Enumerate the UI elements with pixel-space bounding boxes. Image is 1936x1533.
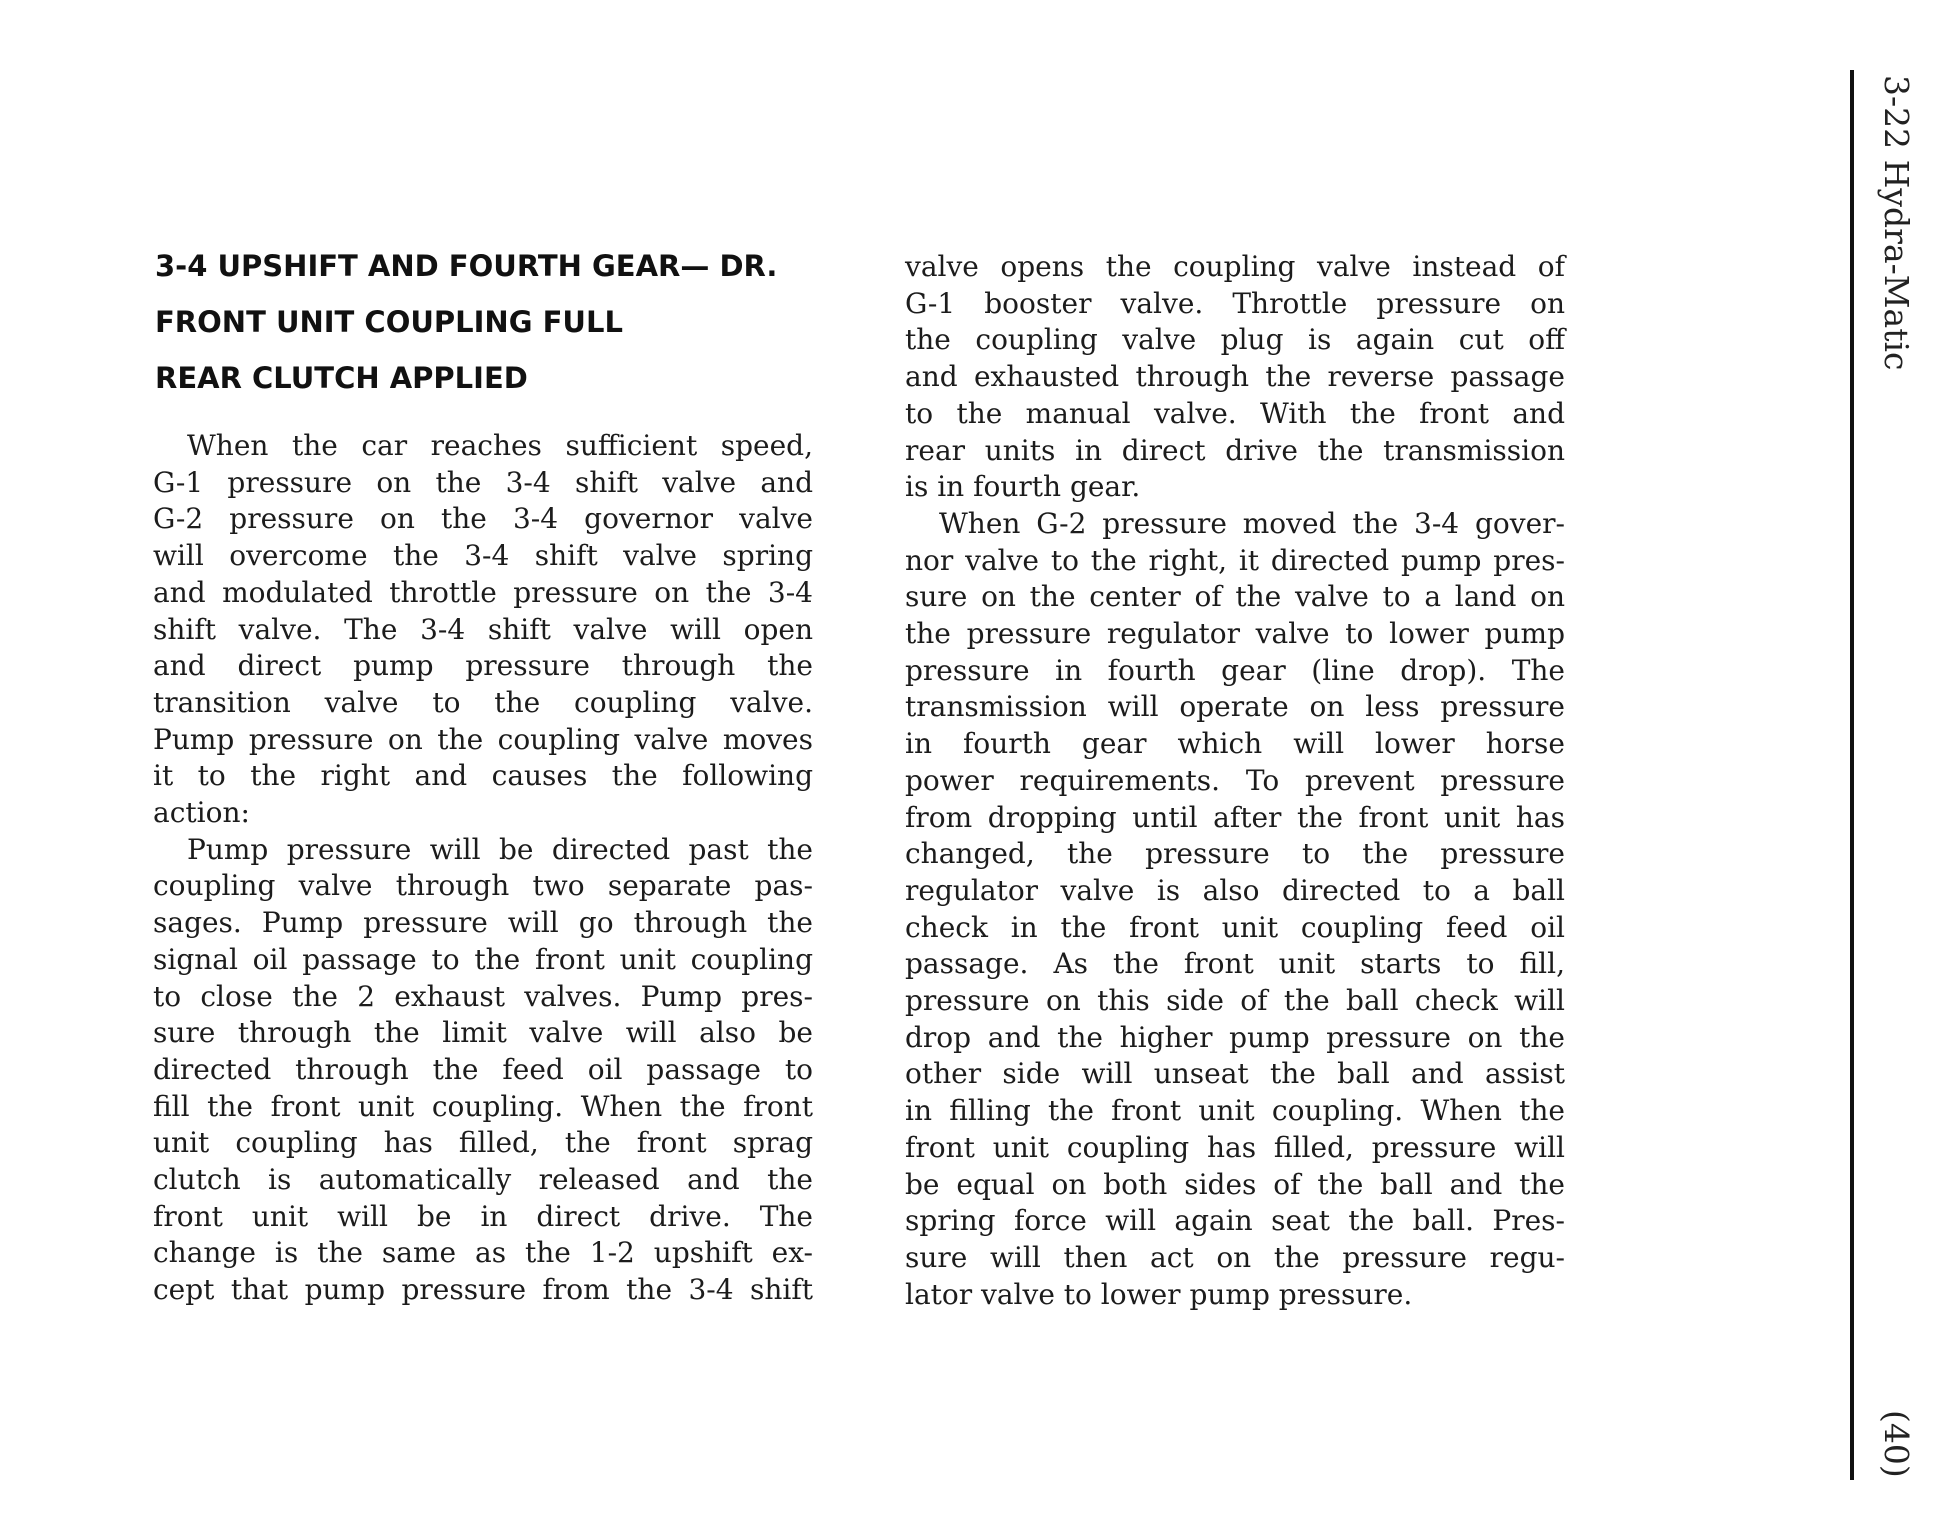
heading-line: 3-4 UPSHIFT AND FOURTH GEAR— DR. — [155, 249, 778, 283]
text-line: When G-2 pressure moved the 3-4 gover- — [939, 506, 1565, 540]
text-line: and exhausted through the reverse passage — [905, 360, 1565, 394]
text-line: unit coupling has filled, the front sprag — [153, 1126, 813, 1160]
text-line: fill the front unit coupling. When the front — [153, 1089, 813, 1123]
text-line: transition valve to the coupling valve. — [153, 685, 813, 719]
text-line: shift valve. The 3-4 shift valve will open — [153, 612, 813, 646]
text-line: be equal on both sides of the ball and the — [905, 1167, 1565, 1201]
text-line: sure through the limit valve will also be — [153, 1016, 813, 1050]
right-column — [905, 249, 1565, 1313]
text-line: pressure on this side of the ball check will — [905, 984, 1565, 1018]
text-line: sure on the center of the valve to a land on — [905, 580, 1565, 614]
text-line: to close the 2 exhaust valves. Pump pres- — [153, 979, 813, 1013]
text-line: Pump pressure on the coupling valve moves — [153, 722, 813, 756]
text-line: rear units in direct drive the transmission — [905, 433, 1565, 467]
text-line: it to the right and causes the following — [153, 759, 813, 793]
text-line: and modulated throttle pressure on the 3-4 — [153, 575, 813, 609]
paragraph — [905, 506, 1565, 1313]
text-line: Pump pressure will be directed past the — [187, 832, 813, 866]
text-line: cept that pump pressure from the 3-4 shift — [153, 1273, 813, 1307]
page-number: (40) — [1877, 1410, 1916, 1478]
paragraph — [905, 249, 1565, 506]
text-line: and direct pump pressure through the — [153, 649, 813, 683]
text-line: the pressure regulator valve to lower pump — [905, 617, 1565, 651]
margin-rule — [1850, 70, 1854, 1480]
text-line: G-1 pressure on the 3-4 shift valve and — [153, 465, 813, 499]
text-line: action: — [153, 796, 250, 830]
text-line: changed, the pressure to the pressure — [905, 837, 1565, 871]
text-line: change is the same as the 1-2 upshift ex- — [153, 1236, 813, 1270]
heading-line: REAR CLUTCH APPLIED — [155, 361, 528, 395]
section-heading — [155, 238, 815, 406]
text-line: sages. Pump pressure will go through the — [153, 906, 813, 940]
text-line: in fourth gear which will lower horse — [905, 727, 1565, 761]
text-line: in filling the front unit coupling. When the — [905, 1094, 1565, 1128]
left-column — [153, 428, 813, 1309]
text-line: passage. As the front unit starts to fill, — [905, 947, 1565, 981]
text-line: to the manual valve. With the front and — [905, 396, 1565, 430]
text-line: clutch is automatically released and the — [153, 1163, 813, 1197]
text-line: is in fourth gear. — [905, 470, 1141, 504]
text-line: regulator valve is also directed to a ball — [905, 873, 1565, 907]
paragraph — [153, 428, 813, 832]
text-line: G-1 booster valve. Throttle pressure on — [905, 286, 1565, 320]
text-line: valve opens the coupling valve instead of — [905, 250, 1565, 283]
text-line: other side will unseat the ball and assist — [905, 1057, 1565, 1091]
text-line: front unit will be in direct drive. The — [153, 1199, 813, 1233]
text-line: signal oil passage to the front unit coupling — [153, 942, 813, 976]
text-line: transmission will operate on less pressure — [905, 690, 1565, 724]
text-line: from dropping until after the front unit has — [905, 800, 1565, 834]
paragraph — [153, 832, 813, 1309]
text-line: pressure in fourth gear (line drop). The — [905, 653, 1565, 687]
text-line: nor valve to the right, it directed pump pres- — [905, 543, 1565, 577]
text-line: coupling valve through two separate pas- — [153, 869, 813, 903]
text-line: the coupling valve plug is again cut off — [905, 323, 1565, 357]
text-line: check in the front unit coupling feed oil — [905, 910, 1565, 944]
text-line: spring force will again seat the ball. Pres- — [905, 1204, 1565, 1238]
text-line: power requirements. To prevent pressure — [905, 763, 1565, 797]
text-line: front unit coupling has filled, pressure will — [905, 1130, 1565, 1164]
text-line: directed through the feed oil passage to — [153, 1052, 813, 1086]
text-line: drop and the higher pump pressure on the — [905, 1020, 1565, 1054]
running-head: 3-22 Hydra-Matic — [1877, 75, 1916, 371]
text-line: When the car reaches sufficient speed, — [187, 429, 813, 462]
heading-line: FRONT UNIT COUPLING FULL — [155, 305, 623, 339]
text-line: lator valve to lower pump pressure. — [905, 1277, 1413, 1311]
text-line: will overcome the 3-4 shift valve spring — [153, 539, 813, 573]
text-line: G-2 pressure on the 3-4 governor valve — [153, 502, 813, 536]
text-line: sure will then act on the pressure regu- — [905, 1240, 1565, 1274]
